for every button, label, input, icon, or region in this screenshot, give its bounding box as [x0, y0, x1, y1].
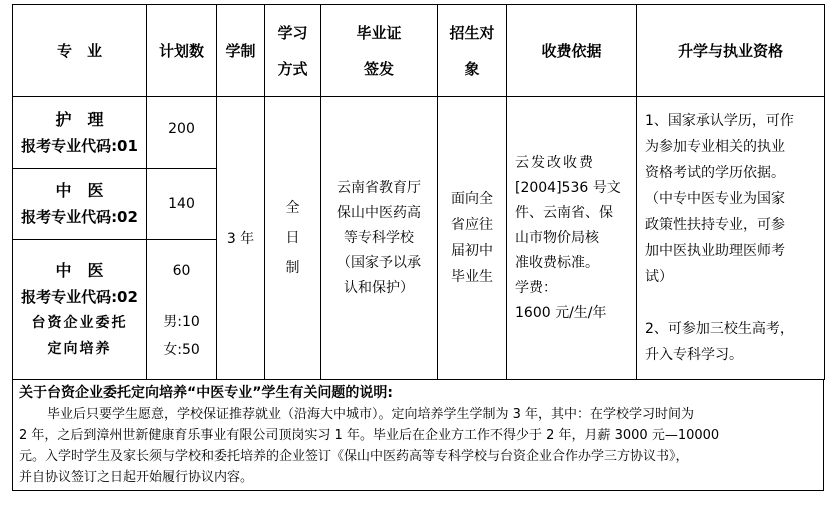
header-target: 招生对 象: [438, 5, 507, 97]
header-fee-basis: 收费依据: [507, 5, 637, 97]
special-program-label: 台资企业委托: [31, 314, 128, 331]
plan-count: 200: [147, 97, 217, 169]
major-code: 报考专业代码:02: [21, 287, 138, 306]
header-plan: 计划数: [147, 5, 217, 97]
female-count: 女:50: [163, 341, 200, 358]
header-major: 专 业: [13, 5, 147, 97]
notes-line: 2 年，之后到漳州世新健康育乐事业有限公司顶岗实习 1 年。毕业后在企业方工作不得少于 2 年，月薪 3000 元—10000: [19, 428, 720, 443]
notes-line: 并自协议签订之日起开始履行协议内容。: [19, 470, 254, 485]
notes-section: [12, 380, 824, 491]
header-certificate: 毕业证 签发: [321, 5, 438, 97]
plan-count: 60: [172, 262, 191, 279]
fee-basis-cell: 云发改收费 [2004]536 号文 件、云南省、保 山市物价局核 准收费标准。 学费： 1600 元/生/年: [507, 97, 637, 380]
notes-line: 毕业后只要学生愿意，学校保证推荐就业（沿海大中城市）。定向培养学生学制为 3 年，其中：在学校学习时间为: [47, 407, 695, 422]
header-duration: 学制: [217, 5, 265, 97]
major-name: 护 理: [55, 109, 104, 129]
study-mode-cell: 全 日 制: [265, 97, 321, 380]
target-cell: 面向全 省应往 届初中 毕业生: [438, 97, 507, 380]
header-row: [13, 5, 825, 97]
special-program-label: 定向培养: [47, 340, 112, 357]
major-cell: [13, 240, 147, 380]
major-code: 报考专业代码:02: [21, 208, 138, 226]
major-code: 报考专业代码:01: [21, 136, 138, 155]
duration-cell: 3 年: [217, 97, 265, 380]
major-name: 中 医: [55, 260, 104, 280]
header-qualification: 升学与执业资格: [637, 5, 825, 97]
table-row: [13, 97, 825, 169]
plan-count-cell: [147, 240, 217, 380]
major-name: 中 医: [55, 181, 104, 200]
notes-title: 关于台资企业委托定向培养“中医专业”学生有关问题的说明:: [19, 385, 393, 401]
enrollment-table-wrapper: [12, 4, 824, 504]
major-cell: [13, 97, 147, 169]
notes-line: 元。入学时学生及家长须与学校和委托培养的企业签订《保山中医药高等专科学校与台资企业合作办学三方协议书》，: [19, 449, 689, 464]
plan-count: 140: [147, 169, 217, 240]
enrollment-table: [12, 4, 825, 380]
qualification-cell: 1、国家承认学历，可作 为参加专业相关的执业 资格考试的学历依据。 （中专中医专业为国家 政策性扶持专业，可参 加中医执业助理医师考 试） 2、可参加三校生高考， 升入专科学习。: [637, 97, 825, 380]
certificate-cell: 云南省教育厅 保山中医药高 等专科学校 （国家予以承 认和保护）: [321, 97, 438, 380]
male-count: 男:10: [163, 313, 200, 330]
header-study-mode: 学习 方式: [265, 5, 321, 97]
major-cell: [13, 169, 147, 240]
